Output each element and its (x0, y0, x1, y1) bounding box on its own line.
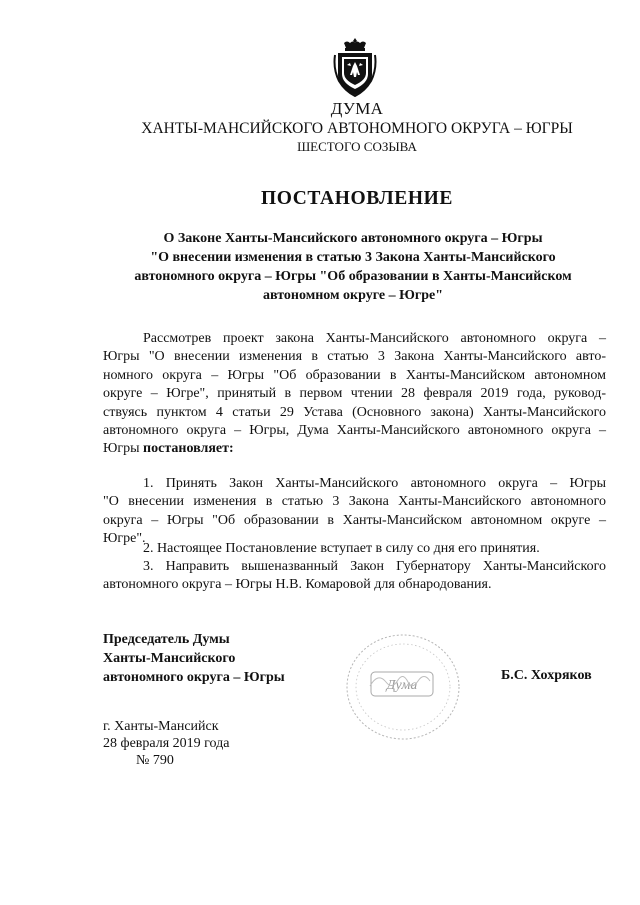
preamble-tail: Югры (103, 441, 144, 457)
preamble-line-final (103, 440, 606, 458)
item-1-paragraph (103, 475, 606, 549)
handwritten-signature (350, 660, 460, 700)
signer-position-line: Председатель Думы (103, 632, 230, 647)
preamble-line: номного округа – Югры "Об образовании в Ханты-Мансийском автономном (103, 367, 606, 383)
item-2-paragraph (103, 540, 606, 558)
convocation-title: ШЕСТОГО СОЗЫВА (297, 139, 417, 154)
subject-line: О Законе Ханты-Мансийского автономного округа – Югры (163, 231, 543, 246)
document-place: г. Ханты-Мансийск (103, 719, 219, 734)
preamble-line: Югры "О внесении изменения в статью 3 Закона Ханты-Мансийского авто- (103, 349, 606, 365)
item-1-line: округа – Югры "Об образовании в Ханты-Мансийском автономном округе – (103, 512, 606, 528)
stamp-label: Дума (386, 678, 418, 693)
item-3-paragraph (103, 558, 606, 595)
organization-title: ДУМА (330, 99, 384, 118)
item-2-line: 2. Настоящее Постановление вступает в силу со дня его принятия. (143, 541, 540, 556)
coat-of-arms-emblem (333, 37, 377, 97)
document-type-heading: ПОСТАНОВЛЕНИЕ (260, 188, 454, 209)
signer-position-line: автономного округа – Югры (103, 670, 285, 685)
preamble-paragraph (103, 330, 606, 459)
resolves-keyword: постановляет: (143, 441, 234, 457)
subject-line: автономного округа – Югры "Об образовании в Ханты-Мансийском (134, 269, 572, 284)
document-date: 28 февраля 2019 года (103, 736, 230, 751)
preamble-line: округе – Югре", принятый в первом чтении 28 февраля 2019 года, руковод- (103, 386, 606, 402)
preamble-line: автономного округа – Югры, Дума Ханты-Мансийского автономного округа – (103, 422, 606, 438)
preamble-line: Рассмотрев проект закона Ханты-Мансийского автономного округа – (143, 331, 606, 346)
region-title: ХАНТЫ-МАНСИЙСКОГО АВТОНОМНОГО ОКРУГА – ЮГРЫ (141, 120, 573, 137)
signer-position-line: Ханты-Мансийского (103, 651, 236, 666)
signer-position (103, 630, 285, 687)
subject-line: "О внесении изменения в статью 3 Закона Ханты-Мансийского (150, 250, 556, 265)
item-1-line: Югре". (103, 531, 146, 547)
item-1-line: "О внесении изменения в статью 3 Закона Ханты-Мансийского автономного (103, 494, 606, 510)
document-subject (103, 229, 603, 305)
item-3-line: автономного округа – Югры Н.В. Комаровой для обнародования. (103, 577, 492, 593)
preamble-line: ствуясь пунктом 4 статьи 29 Устава (Основного закона) Ханты-Мансийского (103, 404, 606, 420)
signer-name: Б.С. Хохряков (501, 668, 592, 683)
document-number: № 790 (136, 753, 174, 768)
item-1-line: 1. Принять Закон Ханты-Мансийского автономного округа – Югры (143, 476, 606, 491)
place-date-number (103, 718, 230, 769)
subject-line: автономном округе – Югре" (262, 288, 444, 303)
item-3-line: 3. Направить вышеназванный Закон Губернатору Ханты-Мансийского (143, 559, 606, 574)
